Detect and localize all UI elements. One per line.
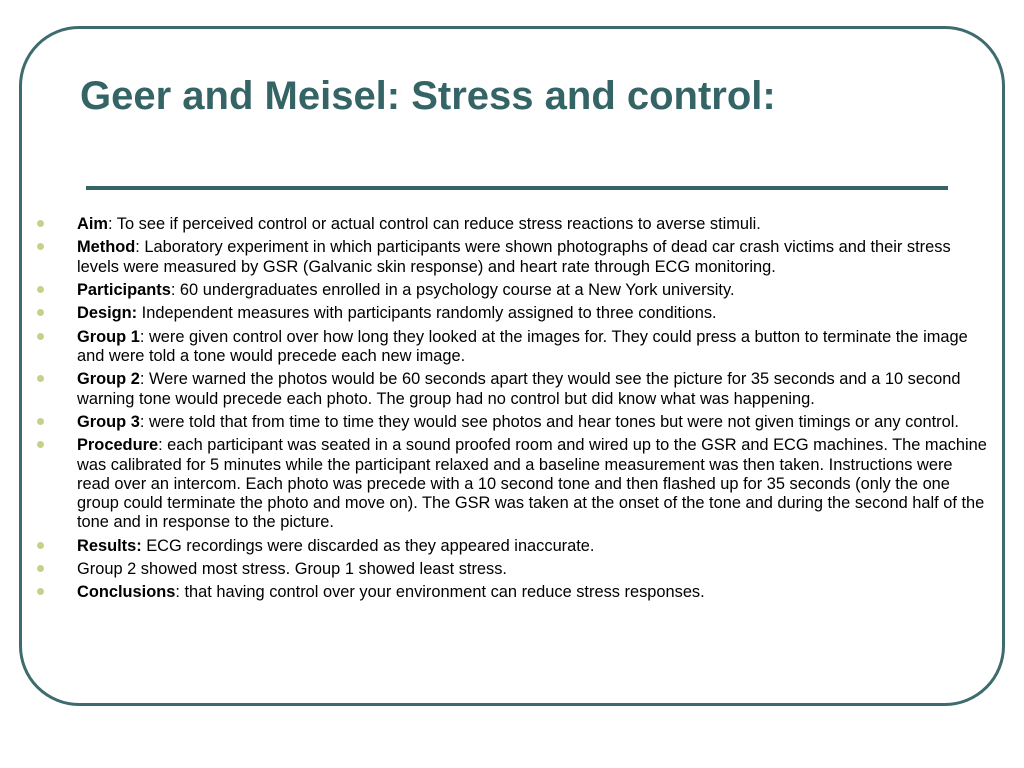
- bullet-participants: [77, 281, 987, 300]
- bullet-dot-icon: [37, 565, 44, 572]
- bullet-results: [77, 537, 987, 556]
- bullet-group-1: [77, 328, 987, 366]
- title-underline: [86, 186, 948, 190]
- bullet-label: Conclusions: [77, 583, 176, 602]
- bullet-label: Aim: [77, 215, 108, 233]
- bullet-label: Results:: [77, 536, 142, 555]
- bullet-text: : were given control over how long they looked at the images for. They could press a button to terminate the image and were told a tone would precede each new image.: [77, 327, 968, 365]
- bullet-group-2: [77, 370, 987, 408]
- bullet-design: [77, 304, 987, 323]
- bullet-conclusions: [77, 583, 987, 602]
- bullet-text: Group 2 showed most stress. Group 1 showed least stress.: [77, 559, 507, 578]
- bullet-method: [77, 238, 987, 276]
- bullet-dot-icon: [37, 418, 44, 425]
- bullet-label: Design:: [77, 304, 138, 323]
- bullet-label: Group 3: [77, 412, 140, 431]
- bullet-text: : each participant was seated in a sound proofed room and wired up to the GSR and ECG machines. The machine was calibrated for 5 minutes while the participant relaxed and a baseline measurement was then taken. Instructions were read over an intercom. Each photo was precede with a 10 second tone and then flashed up for 35 seconds (only the one group could terminate the photo and move on). The GSR was taken at the onset of the tone and during the second half of the tone and in response to the picture.: [77, 436, 987, 532]
- bullet-procedure: [77, 436, 987, 532]
- bullet-text: : that having control over your environment can reduce stress responses.: [175, 583, 705, 602]
- bullet-label: Group 1: [77, 327, 140, 346]
- slide-title: Geer and Meisel: Stress and control:: [80, 74, 776, 118]
- bullet-text: : Laboratory experiment in which participants were shown photographs of dead car crash victims and their stress levels were measured by GSR (Galvanic skin response) and heart rate through ECG monitoring.: [77, 238, 951, 276]
- bullet-dot-icon: [37, 542, 44, 549]
- bullet-dot-icon: [37, 220, 44, 227]
- bullet-list: [77, 215, 987, 607]
- bullet-dot-icon: [37, 286, 44, 293]
- bullet-label: Participants: [77, 280, 171, 299]
- bullet-dot-icon: [37, 333, 44, 340]
- bullet-label: Group 2: [77, 370, 140, 389]
- bullet-stress-finding: [77, 560, 987, 579]
- bullet-label: Procedure: [77, 436, 159, 455]
- bullet-text: ECG recordings were discarded as they appeared inaccurate.: [141, 536, 595, 555]
- bullet-text: Independent measures with participants randomly assigned to three conditions.: [137, 304, 717, 323]
- bullet-group-3: [77, 413, 987, 432]
- bullet-aim: [77, 215, 987, 234]
- bullet-text: : Were warned the photos would be 60 seconds apart they would see the picture for 35 seconds and a 10 second warning tone would precede each photo. The group had no control but did know what was happening.: [77, 370, 961, 408]
- bullet-text: : 60 undergraduates enrolled in a psychology course at a New York university.: [170, 280, 735, 299]
- bullet-label: Method: [77, 238, 136, 257]
- bullet-text: : were told that from time to time they would see photos and hear tones but were not given timings or any control.: [139, 412, 959, 431]
- bullet-text: : To see if perceived control or actual control can reduce stress reactions to averse stimuli.: [107, 215, 761, 233]
